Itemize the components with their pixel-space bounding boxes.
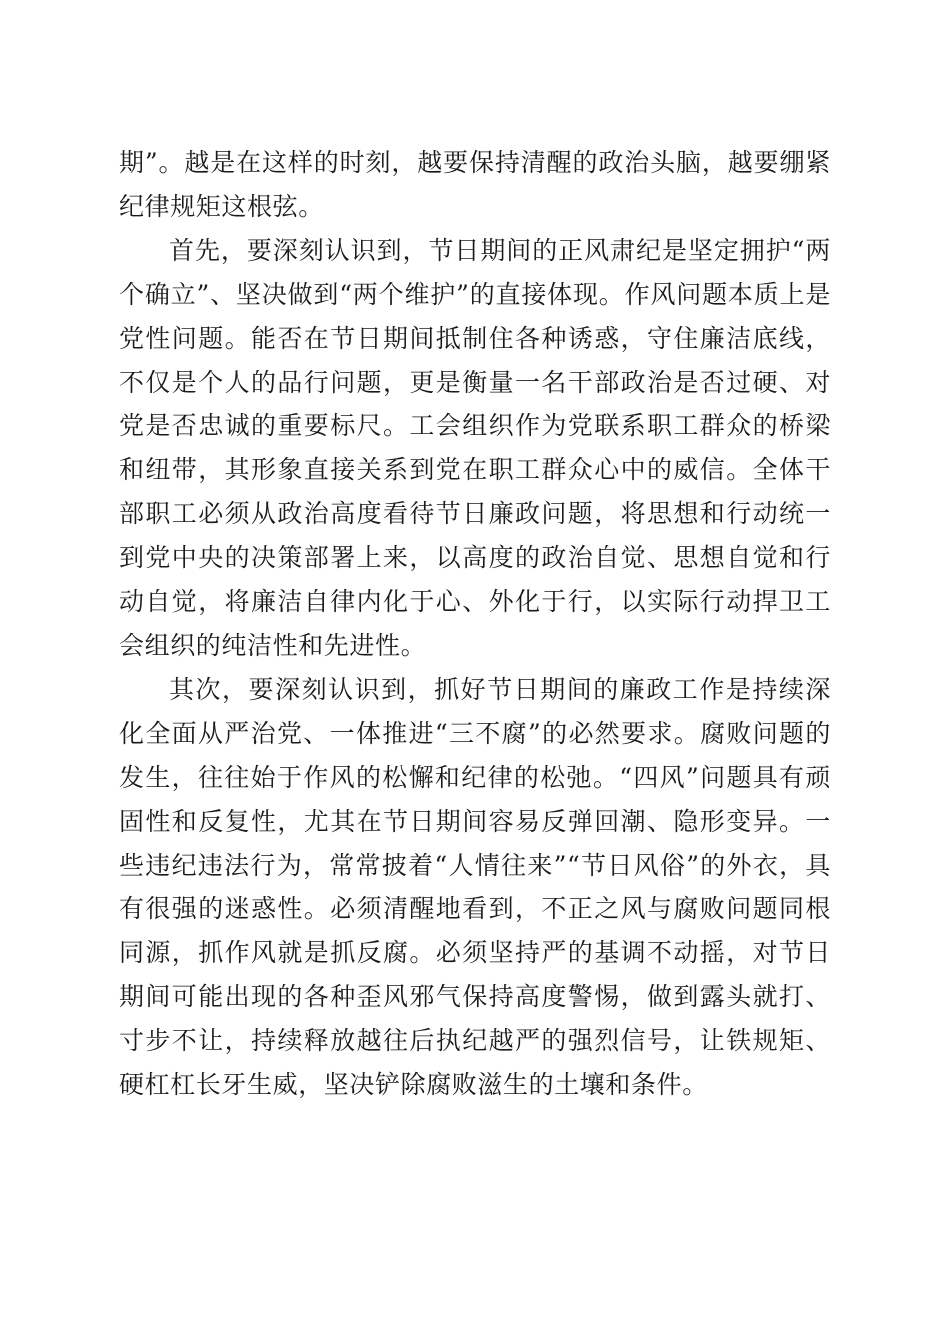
paragraph-second-point: 其次，要深刻认识到，抓好节日期间的廉政工作是持续深化全面从严治党、一体推进“三不腐”的必然要求。腐败问题的发生，往往始于作风的松懈和纪律的松弛。“四风”问题具有顽固性和反复性，尤其在节日期间容易反弹回潮、隐形变异。一些违纪违法行为，常常披着“人情往来”“节日风俗”的外衣，具有很强的迷惑性。必须清醒地看到，不正之风与腐败问题同根同源，抓作风就是抓反腐。必须坚持严的基调不动摇，对节日期间可能出现的各种歪风邪气保持高度警惕，做到露头就打、寸步不让，持续释放越往后执纪越严的强烈信号，让铁规矩、硬杠杠长牙生威，坚决铲除腐败滋生的土壤和条件。 (119, 674, 831, 1100)
paragraph-continuation: 期”。越是在这样的时刻，越要保持清醒的政治头脑，越要绷紧纪律规矩这根弦。 (119, 148, 831, 221)
document-body (119, 141, 831, 1107)
paragraph-first-point: 首先，要深刻认识到，节日期间的正风肃纪是坚定拥护“两个确立”、坚决做到“两个维护”的直接体现。作风问题本质上是党性问题。能否在节日期间抵制住各种诱惑，守住廉洁底线，不仅是个人的品行问题，更是衡量一名干部政治是否过硬、对党是否忠诚的重要标尺。工会组织作为党联系职工群众的桥梁和纽带，其形象直接关系到党在职工群众心中的威信。全体干部职工必须从政治高度看待节日廉政问题，将思想和行动统一到党中央的决策部署上来，以高度的政治自觉、思想自觉和行动自觉，将廉洁自律内化于心、外化于行，以实际行动捍卫工会组织的纯洁性和先进性。 (119, 235, 831, 660)
